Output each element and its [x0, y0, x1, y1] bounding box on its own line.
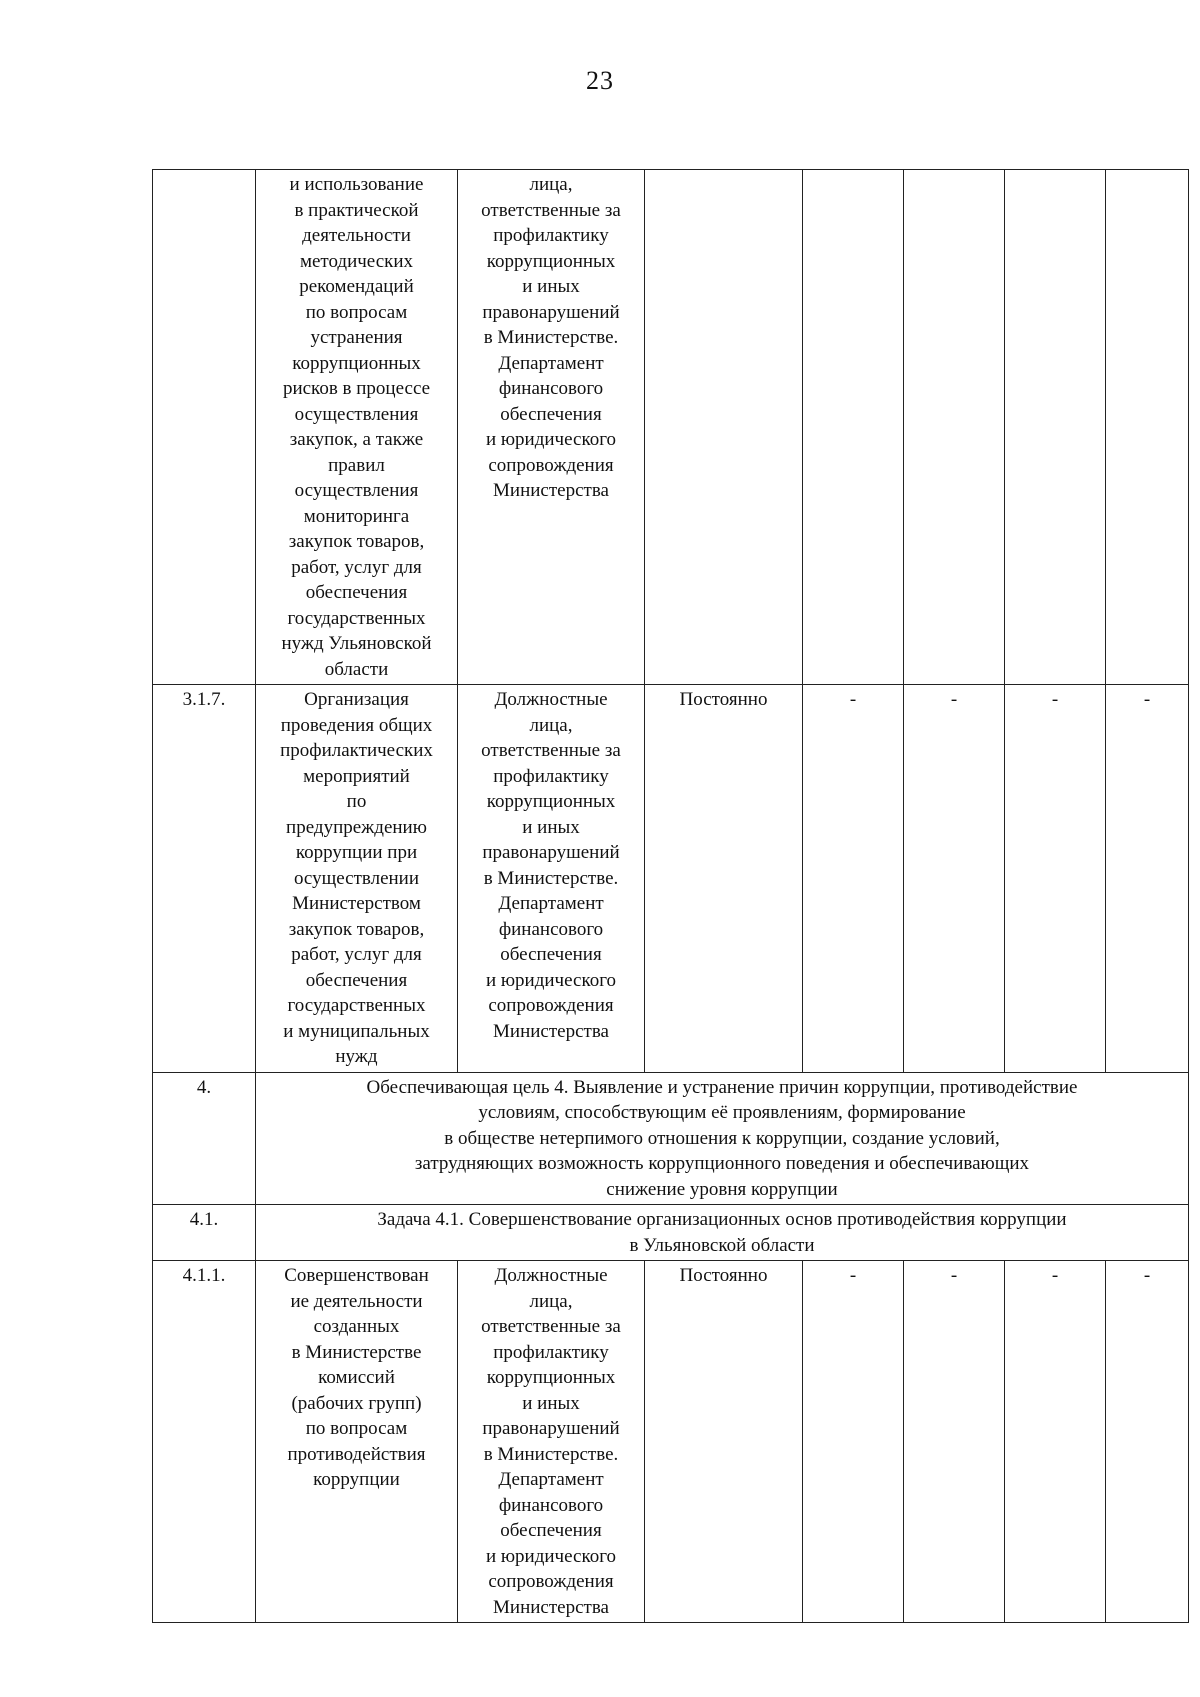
dash-value: - [849, 1265, 857, 1286]
value-cell [803, 685, 904, 1073]
value-cell [904, 685, 1005, 1073]
term-cell [645, 685, 803, 1073]
table-row [153, 1261, 1189, 1623]
activity-cell [256, 685, 458, 1073]
row-number: 4.1. [189, 1209, 219, 1230]
value-cell [1005, 170, 1106, 685]
value-cell [1005, 1261, 1106, 1623]
table-row [153, 1205, 1189, 1261]
table-row [153, 170, 1189, 685]
term-cell [645, 1261, 803, 1623]
task-text: Задача 4.1. Совершенствование организационных основ противодействия коррупции в Ульяновской области [377, 1209, 1067, 1256]
activity-text: и использование в практической деятельности методических рекомендаций по вопросам устранения коррупционных рисков в процессе осуществления закупок, а также правил осуществления мониторинга закупок товаров, работ, услуг для обеспечения государственных нужд Ульяновской области [281, 174, 432, 680]
value-cell [904, 170, 1005, 685]
dash-value: - [1051, 1265, 1059, 1286]
row-number-cell [153, 1072, 256, 1205]
responsible-text: лица, ответственные за профилактику коррупционных и иных правонарушений в Министерстве. Департамент финансового обеспечения и юридического сопровождения Министерства [481, 174, 621, 501]
dash-value: - [1143, 1265, 1151, 1286]
responsible-text: Должностные лица, ответственные за профилактику коррупционных и иных правонарушений в Министерстве. Департамент финансового обеспечения и юридического сопровождения Министерства [481, 689, 621, 1042]
value-cell [1106, 685, 1189, 1073]
responsible-cell [458, 170, 645, 685]
task-cell [256, 1205, 1189, 1261]
dash-value: - [1051, 689, 1059, 710]
row-number-cell [153, 1261, 256, 1623]
responsible-cell [458, 1261, 645, 1623]
term-text: Постоянно [679, 689, 768, 710]
dash-value: - [849, 689, 857, 710]
row-number-cell [153, 170, 256, 685]
activity-text: Организация проведения общих профилактических мероприятий по предупреждению коррупции при осуществлении Министерством закупок товаров, работ, услуг для обеспечения государственных и муниципальных нужд [280, 689, 433, 1067]
table-row [153, 1072, 1189, 1205]
activity-cell [256, 1261, 458, 1623]
row-number-cell [153, 1205, 256, 1261]
activity-text: Совершенствован ие деятельности созданных в Министерстве комиссий (рабочих групп) по вопросам противодействия коррупции [284, 1265, 429, 1490]
term-text: Постоянно [679, 1265, 768, 1286]
responsible-cell [458, 685, 645, 1073]
row-number-cell [153, 685, 256, 1073]
row-number: 3.1.7. [182, 689, 226, 710]
measures-table [152, 169, 1189, 1623]
row-number: 4.1.1. [182, 1265, 226, 1286]
responsible-text: Должностные лица, ответственные за профилактику коррупционных и иных правонарушений в Министерстве. Департамент финансового обеспечения и юридического сопровождения Министерства [481, 1265, 621, 1618]
page-number: 23 [586, 66, 614, 95]
value-cell [803, 1261, 904, 1623]
term-cell [645, 170, 803, 685]
row-number: 4. [196, 1076, 212, 1098]
dash-value: - [950, 689, 958, 710]
goal-cell [256, 1072, 1189, 1205]
value-cell [1005, 685, 1106, 1073]
goal-text: Обеспечивающая цель 4. Выявление и устранение причин коррупции, противодействие условиям, способствующим её проявлениям, формирование в обществе нетерпимого отношения к коррупции, создание условий, затрудняющих возможность коррупционного поведения и обеспечивающих снижение уровня коррупции [366, 1076, 1078, 1200]
table-row [153, 685, 1189, 1073]
dash-value: - [950, 1265, 958, 1286]
activity-cell [256, 170, 458, 685]
value-cell [1106, 1261, 1189, 1623]
value-cell [803, 170, 904, 685]
dash-value: - [1143, 689, 1151, 710]
value-cell [1106, 170, 1189, 685]
value-cell [904, 1261, 1005, 1623]
